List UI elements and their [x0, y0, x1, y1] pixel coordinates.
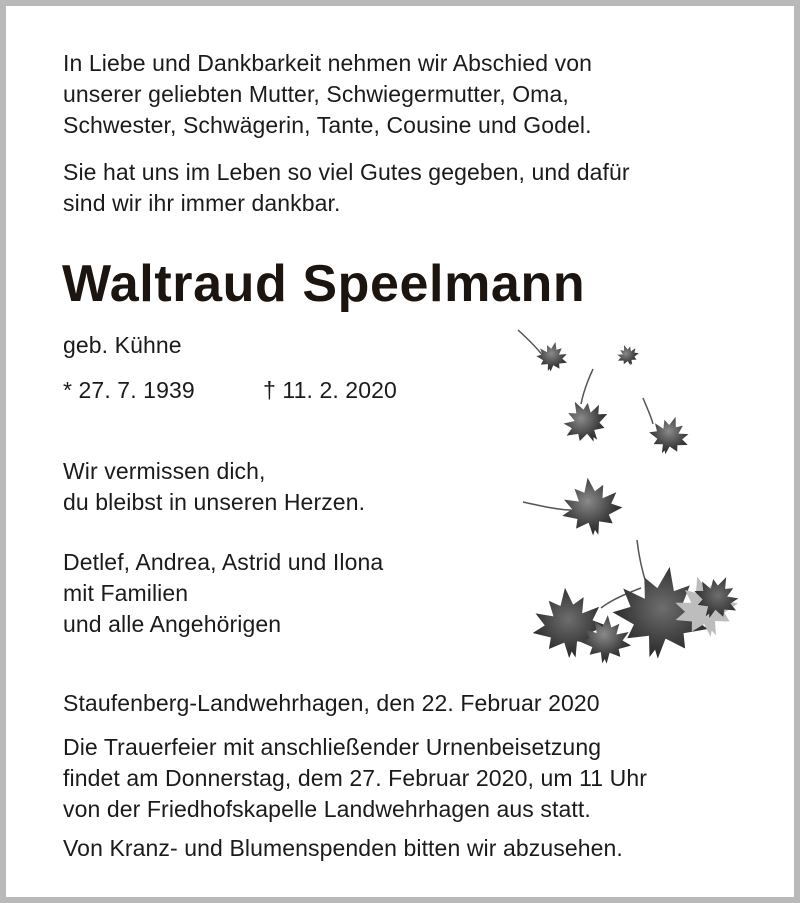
gratitude-paragraph: [63, 157, 630, 219]
funeral-line: Die Trauerfeier mit anschließender Urnenbeisetzung: [63, 734, 602, 760]
gratitude-line: Sie hat uns im Leben so viel Gutes gegeben, und dafür: [63, 159, 630, 185]
funeral-paragraph: [63, 732, 647, 825]
gratitude-line: sind wir ihr immer dankbar.: [63, 190, 341, 216]
birth-date: * 27. 7. 1939: [63, 377, 195, 403]
mourners-line: und alle Angehörigen: [63, 611, 282, 637]
mourners-line: mit Familien: [63, 580, 189, 606]
deceased-name: Waltraud Speelmann: [62, 255, 586, 313]
funeral-line: findet am Donnerstag, dem 27. Februar 2020, um 11 Uhr: [63, 765, 648, 791]
funeral-line: von der Friedhofskapelle Landwehrhagen aus statt.: [63, 796, 591, 822]
remembrance-paragraph: [63, 456, 365, 518]
mourners-paragraph: [63, 547, 383, 640]
intro-line: Schwester, Schwägerin, Tante, Cousine und Godel.: [63, 112, 592, 138]
falling-maple-leaves-icon: [501, 324, 751, 669]
remembrance-line: du bleibst in unseren Herzen.: [63, 489, 366, 515]
place-and-date: Staufenberg-Landwehrhagen, den 22. Februar 2020: [63, 690, 600, 716]
flowers-note: Von Kranz- und Blumenspenden bitten wir abzusehen.: [63, 835, 623, 861]
intro-paragraph: [63, 48, 592, 141]
intro-line: unserer geliebten Mutter, Schwiegermutter, Oma,: [63, 81, 569, 107]
intro-line: In Liebe und Dankbarkeit nehmen wir Abschied von: [63, 50, 593, 76]
death-date: † 11. 2. 2020: [263, 377, 397, 403]
mourners-line: Detlef, Andrea, Astrid und Ilona: [63, 549, 384, 575]
remembrance-line: Wir vermissen dich,: [63, 458, 266, 484]
birth-name: geb. Kühne: [63, 332, 182, 358]
